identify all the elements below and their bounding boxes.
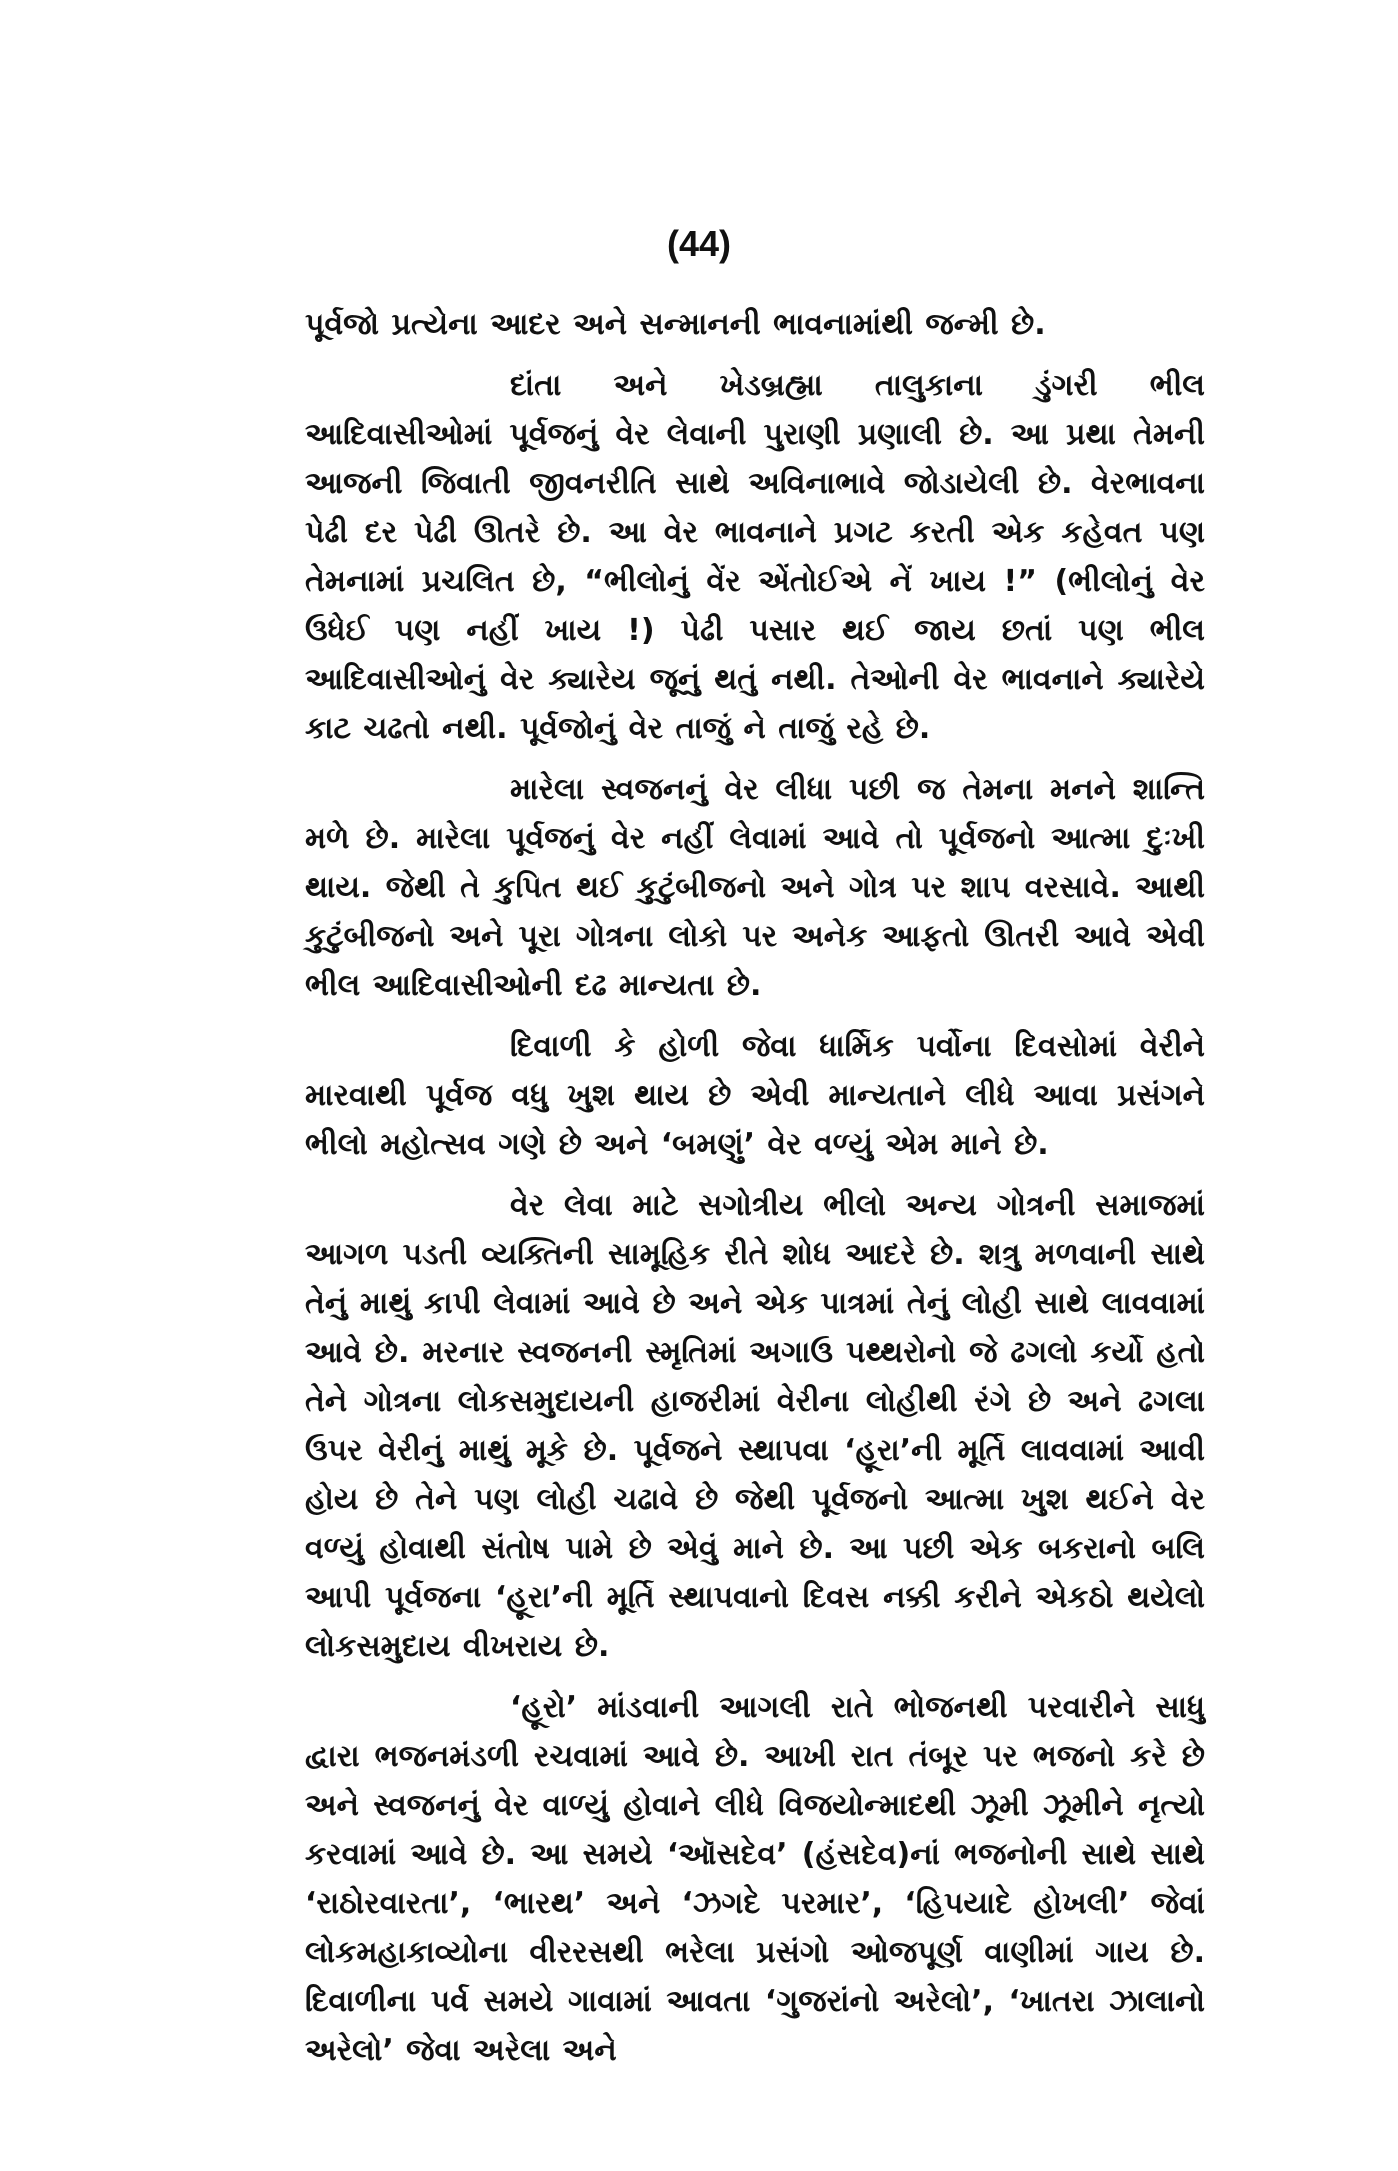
paragraph-bhajan-night: ‘હૂરો’ માંડવાની આગલી રાતે ભોજનથી પરવારીને સાધુ દ્વારા ભજનમંડળી રચવામાં આવે છે. આખી રાત તંબૂર પર ભજનો કરે છે અને સ્વજનનું વેર વાળ્યું હોવાને લીધે વિજયોન્માદથી ઝૂમી ઝૂમીને નૃત્યો કરવામાં આવે છે. આ સમયે ‘ઑસદેવ’ (હંસદેવ)નાં ભજનોની સાથે સાથે ‘રાઠોરવારતા’, ‘ભારથ’ અને ‘ઝગદે પરમાર’, ‘હિપયાદે હોખલી’ જેવાં લોકમહાકાવ્યોના વીરરસથી ભરેલા પ્રસંગો ઓજપૂર્ણ વાણીમાં ગાય છે. દિવાળીના પર્વ સમયે ગાવામાં આવતા ‘ગુજરાંનો અરેલો’, ‘ખાતરા ઝાલાનો અરેલો’ જેવા અરેલા અને: [305, 1690, 1205, 2068]
paragraph-continuation: પૂર્વજો પ્રત્યેના આદર અને સન્માનની ભાવનામાંથી જન્મી છે.: [305, 307, 1046, 342]
paragraph-vendetta-tradition: દાંતા અને ખેડબ્રહ્મા તાલુકાના ડુંગરી ભીલ આદિવાસીઓમાં પૂર્વજનું વેર લેવાની પુરાણી પ્રણાલી છે. આ પ્રથા તેમની આજની જિવાતી જીવનરીતિ સાથે અવિનાભાવે જોડાયેલી છે. વેરભાવના પેઢી દર પેઢી ઊતરે છે. આ વેર ભાવનાને પ્રગટ કરતી એક કહેવત પણ તેમનામાં પ્રચલિત છે, “ભીલોનું વેંર એંતોઈએ નેં ખાય !” (ભીલોનું વેર ઉધેઈ પણ નહીં ખાય !) પેઢી પસાર થઈ જાય છતાં પણ ભીલ આદિવાસીઓનું વેર ક્યારેય જૂનું થતું નથી. તેઓની વેર ભાવનાને ક્યારેયે કાટ ચઢતો નથી. પૂર્વજોનું વેર તાજું ને તાજું રહે છે.: [305, 368, 1205, 746]
paragraph-festival-revenge: દિવાળી કે હોળી જેવા ધાર્મિક પર્વોના દિવસોમાં વેરીને મારવાથી પૂર્વજ વધુ ખુશ થાય છે એવી માન્યતાને લીધે આવા પ્રસંગને ભીલો મહોત્સવ ગણે છે અને ‘બમણું’ વેર વળ્યું એમ માને છે.: [305, 1029, 1205, 1162]
paragraph-revenge-ritual: વેર લેવા માટે સગોત્રીય ભીલો અન્ય ગોત્રની સમાજમાં આગળ પડતી વ્યક્તિની સામૂહિક રીતે શોધ આદરે છે. શત્રુ મળવાની સાથે તેનું માથું કાપી લેવામાં આવે છે અને એક પાત્રમાં તેનું લોહી સાથે લાવવામાં આવે છે. મરનાર સ્વજનની સ્મૃતિમાં અગાઉ પથ્થરોનો જે ઢગલો કર્યો હતો તેને ગોત્રના લોકસમુદાયની હાજરીમાં વેરીના લોહીથી રંગે છે અને ઢગલા ઉપર વેરીનું માથું મૂકે છે. પૂર્વજને સ્થાપવા ‘હૂરા’ની મૂર્તિ લાવવામાં આવી હોય છે તેને પણ લોહી ચઢાવે છે જેથી પૂર્વજનો આત્મા ખુશ થઈને વેર વળ્યું હોવાથી સંતોષ પામે છે એવું માને છે. આ પછી એક બકરાનો બલિ આપી પૂર્વજના ‘હૂરા’ની મૂર્તિ સ્થાપવાનો દિવસ નક્કી કરીને એકઠો થયેલો લોકસમુદાય વીખરાય છે.: [305, 1188, 1205, 1664]
paragraph-ancestor-peace: મારેલા સ્વજનનું વેર લીધા પછી જ તેમના મનને શાન્તિ મળે છે. મારેલા પૂર્વજનું વેર નહીં લેવામાં આવે તો પૂર્વજનો આત્મા દુઃખી થાય. જેથી તે કુપિત થઈ કુટુંબીજનો અને ગોત્ર પર શાપ વરસાવે. આથી કુટુંબીજનો અને પૂરા ગોત્રના લોકો પર અનેક આફતો ઊતરી આવે એવી ભીલ આદિવાસીઓની દઢ માન્યતા છે.: [305, 772, 1205, 1003]
page-number: (44): [666, 223, 732, 264]
body-text: [305, 300, 1205, 2087]
